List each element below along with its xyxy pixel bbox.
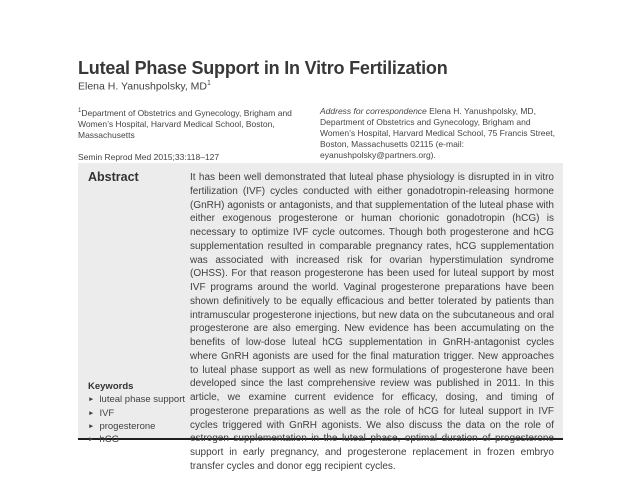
keyword-bullet-icon: ► [88, 409, 95, 417]
keyword-item [88, 434, 188, 447]
keyword-label: luteal phase support [99, 394, 185, 406]
keyword-item [88, 421, 188, 434]
keyword-label: progesterone [99, 420, 156, 432]
author-name: Elena H. Yanushpolsky, MD [78, 80, 207, 93]
affiliation-text: Department of Obstetrics and Gynecology, Brigham and Women’s Hospital, Harvard Medical School, Boston, Massachusetts [78, 107, 292, 140]
abstract-heading: Abstract [88, 170, 139, 184]
abstract-section [78, 163, 563, 472]
correspondence-label: Address for correspondence [320, 106, 427, 116]
affiliation [78, 106, 316, 141]
front-matter [78, 106, 563, 163]
correspondence-column [320, 106, 563, 163]
affiliation-column [78, 106, 316, 163]
keyword-label: hCG [99, 434, 119, 446]
keywords-heading: Keywords [88, 381, 134, 392]
abstract-text: It has been well demonstrated that luteal phase physiology is disrupted in in vitro fertilization (IVF) cycles conducted with either gonadotropin-releasing hormone (GnRH) agonists or antagonists, and that supplementation of the luteal phase with either exogenous progesterone or human chorionic gonadotropin (hCG) is necessary to optimize IVF cycle outcomes. Though both progesterone and hCG supplementation resulted in comparable pregnancy rates, hCG supplementation was associated with increased risk for ovarian hyperstimulation syndrome (OHSS). For that reason progesterone has been used for luteal support by most IVF programs around the world. Vaginal progesterone preparations have been shown definitively to be equally efficacious and better tolerated by patients than intramuscular progesterone injections, but new data on the subcutaneous and oral progesterone are also emerging. New evidence has been accumulating on the benefits of low-dose luteal hCG supplementation in GnRH-antagonist cycles where GnRH agonists are used for the final maturation trigger. New approaches to luteal phase support as well as new formulations of progesterone have been developed since the last comprehensive review was published in 2011. In this article, we examine current evidence for efficacy, dosing, and timing of progesterone preparations as well as the role of hCG for luteal support in IVF cycles triggered with GnRH agonists. We also discuss the data on the role of estrogen supplementation in the luteal phase, optimal duration of progesterone support in early pregnancy, and progesterone replacement in frozen embryo transfer cycles and donor egg recipient cycles. [190, 172, 554, 472]
affiliation-marker: 1 [78, 108, 82, 114]
keywords-block [88, 381, 188, 447]
keyword-item [88, 408, 188, 421]
keyword-item [88, 394, 188, 407]
keyword-bullet-icon: ► [88, 396, 95, 404]
correspondence-text: Elena H. Yanushpolsky, MD, Department of Obstetrics and Gynecology, Brigham and Women’s Hospital, Harvard Medical School, 75 Francis Street, Boston, Massachusetts 02115 (e-mail: eyanushpolsky@partners.org). [320, 106, 555, 160]
page-title: Luteal Phase Support in In Vitro Fertilization [78, 58, 448, 79]
author-affiliation-marker: 1 [206, 80, 211, 87]
journal-citation: Semin Reprod Med 2015;33:118–127 [78, 151, 220, 162]
keyword-bullet-icon: ► [88, 436, 95, 444]
keyword-label: IVF [99, 407, 115, 419]
keyword-bullet-icon: ► [88, 422, 95, 430]
author-line [78, 80, 211, 93]
